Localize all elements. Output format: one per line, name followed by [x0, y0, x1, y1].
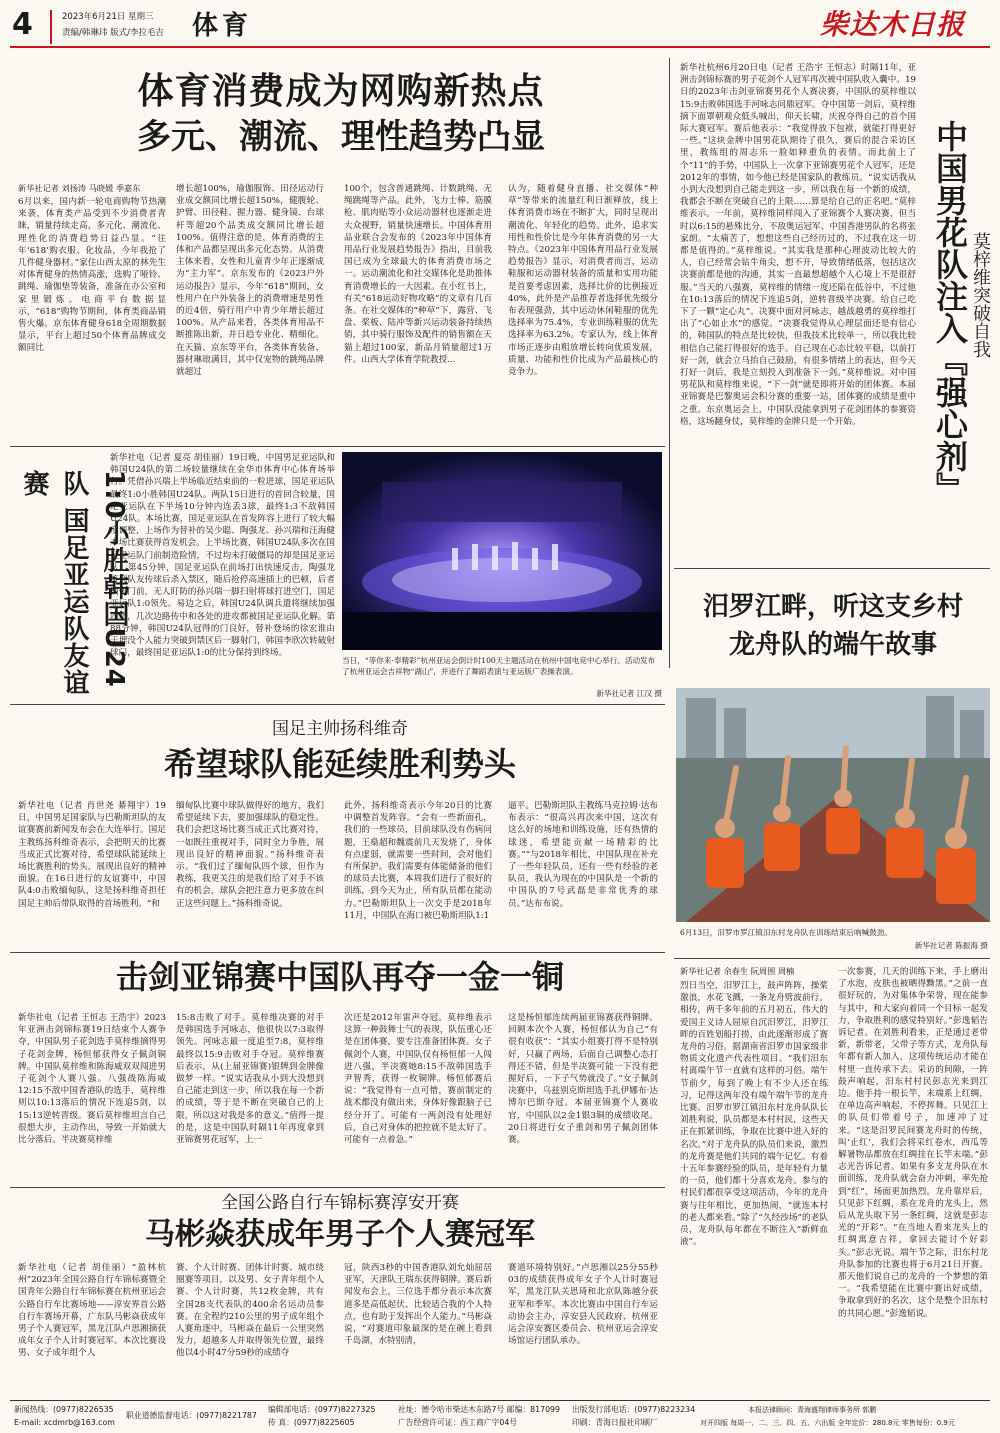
footer-legal: 本报法律顾问：青海盛翔律师事务所 郭鹏 [748, 1406, 877, 1414]
dragon-col-2: 一次参赛，几天的训练下来，手上磨出了水泡，皮肤也被晒得黝黑。”之前一直很好玩的，为对集体争荣誉，现在能参与其中，和大家向着同一个目标一起发力，争取胜利的感觉特别好。”彭逸韬告诉记者。在刘胜利看来，正是通过老带新，新带老，父带子等方式，龙舟队每年都有新人加入，这项传统运动才能在村里一直传承下去。采访的间隙，一阵鼓声响起，汨东村村民彭志光来到江边。他手持一根长竿，末端系上红绸，在单边高声响起，不停挥舞。只见江上的队员们带着号子，加速冲了过来。“这是汨罗民间赛龙舟时的传统，叫‘止红’，我们会将采红卷水，西瓜等解暑物品都放在红绸挂在长竿末端。”彭志光告诉记者。如果有多支龙舟队在水面训练，龙舟队就会奋力冲刺，率先抢到“红”，场面更加热烈。龙舟靠岸后，只见彭下红绸，系在龙舟的龙头上，然后从龙头取下另一条红绸，这就是彭志光的“开彩”。“在当地人看来龙头上的红绸寓意吉祥，拿回去能讨个好彩头。”彭志光说。端午节之际，汨东村龙舟队参加的比赛也将于6月21日开赛。那天他们说自己的龙舟的一个梦想的第一。“我希望能在比赛中赛出好成绩，争取拿到好的名次，这个是整个汨东村的共同心愿。”彭逸韬说。 [838, 967, 988, 1319]
dragon-col-1: 烈日当空，汨罗江上，鼓声阵阵，操桨激浪，水花飞溅，一条龙舟劈波前行。相传，两千多年前的五月初五，伟大的爱国主义诗人屈原自沉汨罗江，汨罗江畔的百姓划船打捞，由此逐渐形成了赛龙舟的习俗。据湖南省汨罗市国家级非物质文化遗产代表性项目。“我们汨东村离端午节一直就有这样的习俗。端午节前夕，每到了晚上有不少人还在练习，记得这两年没有端午端午节的龙舟比赛。汨罗市罗江镇汨东村龙舟队队长刘胜利说，队员都是本村村民，这些天正在抓紧训练，争取在比赛中进入好的名次。”对于龙舟队的队员们来说，激烈的龙舟赛是他们共同的端午记忆。有着十五年参赛经验的队员，是年轻有力量的一员，他们都十分喜欢龙舟。参与的村民们都很享受这项活动，今年的龙舟赛与往年相比，更加热闹，“就连本村的老人都来看。”除了“久经沙场”的老队员，龙舟队每年都在不断注入“新鲜血液”。 [680, 981, 828, 1248]
rule [10, 446, 665, 447]
dragon-photo-caption: 6月13日，汨罗市罗江镇汨东村龙舟队在训练结束后吶喊鼓劲。 [680, 928, 892, 937]
fencing-col-2: 15:8击败了对手。莫梓维决赛的对手是韩国选手河咏志，他很快以7:3取得领先。河咏志最一度追至7:8，莫梓维最终以15:9击败对手夺冠。莫梓维赛后表示，从(上届亚锦赛)银牌到金牌像做梦一样。“说实话我从小到大没想到自己能走到这一步，所以我在每一个新的成绩，等于是不断在突破自己的上限，所以这对我是多的意义。”值得一提的是，这是中国队时隔11年再度拿到亚锦赛男花冠军，上一 [176, 1013, 324, 1146]
football-body: 新华社电（记者 夏亮 胡佳丽）19日晚，中国男足亚运队和韩国U24队的第二场较量继续在金华市体育中心体育场举行。凭借孙兴瑞上半场临近结束前的一粒进球，国足亚运队最终1:0小胜韩国U24队。两队15日进行的首回合较量，国足亚运队在下半场10分钟内连丢3球，最终1:3不敌韩国U24队。本场比赛，国足亚运队在首发阵容上进行了较大幅度调整，上场作为替补的吴少聪、陶强龙、孙兴瑞和汪海健本场比赛获得首发机会。上半场比赛，韩国U24队多次在国足亚运队门前制造险情，不过均未打破僵局的却是国足亚运队。第45分钟，国足亚运队在前场打出快速反击，陶强龙接到队友传球后杀入禁区，随后抢停高速插上的巴顿，后者横传门前，无人盯防的孙兴瑞一脚扫射将球打进空门，国足亚运队1:0领先。易边之后，韩国U24队调兵遣将继续加强攻势，几次边路传中和各处的进攻都被国足亚运队化解。第88分钟，韩国U24队冠得的门良好，替补登场的徐宏谁由于埋没个人能力突破到禁区后一脚射门，韩国李欣次转破射球门，最终国足亚运队1:0的比分保持到终场。 [110, 453, 335, 659]
dragon-headline-2: 龙舟队的端午故事 [728, 630, 937, 660]
coach-col-2: 缅甸队比赛中球队做得好的地方，我们希望延续下去，要加强球队的稳定性。我们会把这场比赛当成正式比赛对待，一如既往重视对手，同时全力争胜，展现出良好的精神面貌。”扬科维奇表示。“我们过了缅甸队四个球，但作为教练，我更关注的是我们给了对手不该有的机会，球队会把注意力更多放在纠正这些问题上。”扬科维奇说。 [176, 801, 324, 909]
footer-rule [10, 1400, 990, 1401]
footer-printer: 印刷：青海日报社印刷厂 [572, 1418, 658, 1427]
fencing-feature-subtitle: 莫梓维突破自我 [970, 232, 991, 358]
cycling-col-4: 赛道环境特别好。”卢思湘以25分55秒03的成绩获得成年女子个人计时赛冠军，黑龙江队关思琦和北京队陈越分获亚军和季军。本次比赛由中国自行车运动协会主办，淳安县人民政府、杭州亚运会淳安赛区委员会、杭州亚运会淳安场馆运行团队承办。 [508, 1263, 658, 1347]
dragon-headline-1: 汨罗江畔，听这支乡村 [702, 592, 963, 622]
issue-date: 2023年6月21日 星期三 [62, 12, 154, 22]
footer-price: 对开四版 每周一、二、三、四、五、六出版 全年定价：280.8元 零售每份：0.9元 [700, 1419, 955, 1427]
rule [10, 704, 665, 705]
coach-col-1: 新华社电（记者 肖世尧 綦翔宇）19日，中国男足国家队与巴勒斯坦队的友谊赛赛前新闻发布会在大连举行。国足主教练扬科维奇表示，会把明天的比赛当成正式比赛对待，希望球队能延续上场比赛胜利的势头，展现出良好的精神面貌。在16日进行的友谊赛中，中国队4:0击败缅甸队，这是扬科维奇担任国足主帅后带队取得的首场胜利。“和 [18, 801, 166, 909]
rule [10, 952, 665, 953]
editor-credit: 责编/韩琳玮 版式/李拉毛吉 [62, 28, 164, 38]
footer-ad-license: 广告经营许可证：西工商广字04号 [398, 1418, 518, 1427]
stage-photo [342, 452, 662, 650]
masthead-logo: 柴达木日报 [820, 8, 966, 41]
fencing-col-1: 新华社电（记者 王恒志 王浩宇）2023年亚洲击剑锦标赛19日结束个人赛争夺，中国队男子花剑选手莫梓维摘得男子花剑金牌，杨恒郁获得女子佩剑铜牌。中国队莫梓维和陈海威双双闯进男子花剑个人赛八强。八强战陈海威12:15不敌中国香港队的选手，莫梓维则以10:13落后的情况下连追5剑，以15:13逆转晋级。赛后莫梓维坦言自己很想大步，主动作出，导致一开始就大比分落后。半决赛莫梓维 [18, 1013, 166, 1146]
dragon-photo-credit: 新华社记者 陈振海 摄 [914, 941, 988, 950]
cycling-headline: 马彬焱获成年男子个人赛冠军 [145, 1217, 535, 1252]
stage-photo-art [342, 452, 662, 650]
dragon-boat-photo [676, 688, 990, 922]
lead-col-3: 100个，包含普通跳绳、计数跳绳、无绳跳绳等产品。此外，飞力士棒、筋膜枪、肌肉贴等小众运动器材也逐渐走进大众视野，销量快速增长。中国体育用品业联合会发布的《2023年中国体育用品行业发展趋势报告》指出，目前我国已成为全球最大的体育消费市场之一。运动潮流化和社交媒体化是助推体育消费增长的一大因素。在小红书上，有关“618运动好物攻略”的文章有几百条。在社交媒体的“种草”下，露营、飞盘、桨板、陆冲等新兴运动装备持续热销，其中骑行服饰及配件的销售额在天猫上超过100家，新品月销量超过1万件。山西大学体育学院教授... [344, 184, 492, 365]
rule [674, 568, 990, 569]
footer-ethics-phone: 职业道德监督电话：(0977)8221787 [126, 1411, 257, 1420]
rule [674, 958, 990, 959]
page-number: 4 [12, 7, 33, 42]
lead-col-1: 6月以来，国内新一轮电商购物节热潮来袭，体育类产品受到不少消费者青睐，销量持续走高，多元化、潮流化、理性化的消费趋势日益凸显。“往年‘618’购衣服、化妆品，今年我抢了几件健身器材。”家住山西太原的林先生对体育健身的热情高涨，选购了哑铃、跳绳、瑜伽垫等装备，准备在办公室和家里锻炼。电商平台数据显示，“618”购物节期间，体育类商品销售火爆。京东体育健身618全周期数据显示，平台上超过50个体育品牌成交额同比 [18, 197, 166, 354]
stage-photo-caption: 当日，“等你来·奉精彩”杭州亚运会倒计时100天主题活动在杭州中国电竞中心举行。活动发布了杭州亚运会吉祥物“湖山”，并进行了舞蹈表演与亚运版广表操表演。 [342, 656, 656, 676]
cycling-kicker: 全国公路自行车锦标赛淳安开赛 [221, 1193, 459, 1213]
header-divider [50, 10, 52, 44]
coach-col-4: 逼平。巴勒斯坦队主教练马克拉姆·达布布表示：“很高兴再次来中国，这次有这么好的场地和训练设施，还有热情的球迷，希望能贡献一场精彩的比赛。”“与2018年相比，中国队现在补充了一些年轻队员，还有一些有经验的老队员，我认为现在的中国队是一个新的中国队的7号武磊是非常优秀的球员。”达布布说。 [508, 801, 658, 909]
stage-photo-credit: 新华社记者 江汉 摄 [596, 689, 662, 698]
lead-byline: 新华社记者 刘扬涛 马晓媛 季嘉东 [18, 183, 141, 193]
lead-headline-1: 体育消费成为网购新热点 [137, 71, 545, 112]
cycling-col-2: 赛、个人计时赛、团体计时赛、城市绕圈赛等项目，以及男、女子青年组个人赛、个人计时赛，共12枚金牌，共有全国28支代表队的400余名运动员参赛。在全程约210公里的男子成年组个人赛角逐中，马彬焱在最后一公里突然发力，超越多人并取得领先位置，最终他以4小时47分59秒的成绩夺 [176, 1263, 324, 1359]
cycling-col-3: 冠，陕西3秒的中国香港队刘允灿屈居亚军，天津队王瑞东获得铜牌。赛后新闻发布会上，三位选手都分表示本次赛道多是高低起伏、比较适合我的个人特点，也有助于发挥出个人能力。”马彬焱说，“对赛道印象最深的是在碗上看到千岛湖，水特别清， [344, 1263, 492, 1347]
footer-fax: 传 真：(0977)8225605 [268, 1418, 355, 1427]
fencing-col-3: 次还是2012年雷声夺冠。莫梓维表示这算一种鼓舞士气的表现，队伍重心还是在团体赛，要专注准备团体赛。女子佩剑个人赛，中国队仅有杨恒郁一人闯进八强，半决赛她8:15不敌韩国选手尹智秀，获得一枚铜牌。杨恒郁赛后说：“我觉得有一点可惜，赛前制定的战术都没有做出来，身体好像跟脑子已经分开了。可能有一两剑没有处理好后，自己对身体的把控就不是太好了。可能有一点着急。” [344, 1013, 492, 1146]
rule [10, 1187, 665, 1188]
footer-hotline: 新闻热线：(0977)8226535 [14, 1405, 114, 1414]
footer-email: E-mail: xcdmrb@163.com [14, 1418, 115, 1427]
section-title: 体育 [192, 11, 253, 41]
fencing-feature-body: 新华社杭州6月20日电（记者 王浩宇 王恒志）时隔11年，亚洲击剑锦标赛的男子花剑个人冠军再次被中国队收入囊中。19日的2023年击剑亚锦赛男花个人赛决赛，中国队的莫梓维以15:9击败韩国选手河咏志问鼎冠军。夺中国第一剑后，莫梓维摘下面罩朝观众低头喊出，仰天长啸，庆祝夺得自己的首个国际大赛冠军。赛后他表示：“我觉得放下包袱，就能打得更好一些。”这块金牌中国男花队期待了很久，赛后的混合采访区里，教练组的周志乐一脸如释重负的表情。而此前上了个“11”的手势，中国队上一次拿下亚锦赛男花个人冠军，还是2012年的事情，如今他已经是国家队的教练员。“说实话我从小到大没想到自己能走到这一步，所以我在每一个新的成绩，我都会不断在突破自己的上限……算是给自己的正名吧。”莫梓维表示。一年前，莫梓维同样闯入了亚锦赛个人赛决赛，但当时以6:15的悬殊比分，不敌奥运冠军、中国香港男队的名将张家朗。“太痛苦了，想想这些自己经历过的，不过我在这一切都是值得的。”莫梓维说。“其实我是那种心理波动比较大的人，自己经常会钻牛角尖，想不开，导致情绪低落，包括这次决赛前都是他的沟通，其实一直最想超越个人心境上不是很舒服。”当天的八强赛，莫梓维的情绪一度还陷在低谷中，不过他在10:13落后的情况下连追5剑，逆转晋级半决赛。给自己吃下了一颗“定心丸”。决赛中面对河咏志，越战越勇的莫梓维打出了“心如止水”的感觉。“决赛我觉得从心理层面还是有信心的，韩国队的特点是比较快，但我技术比较单一，所以我比较相信自己能打得很好的选手。自己现在心态比较平稳，以前打好一剑，就会立马抬自己鼓励，有很多情绪上的表达，但今天打好一剑后，我是立刻投入到准备下一剑。”莫梓维说。对中国男花队和莫梓维来说，“下一剑”就是即将开始的团体赛。本届亚锦赛是巴黎奥运会积分赛的重要一站，团体赛的成绩是重中之重。东京奥运会上，中国队没能拿到男子花剑团体的参赛资格，这场翻身仗，莫梓维的金牌只是一个开始。 [680, 63, 916, 427]
fencing-headline: 击剑亚锦赛中国队再夺一金一铜 [115, 958, 564, 996]
footer-address: 社址：德令哈市柴达木东路7号 邮编：817099 [398, 1405, 560, 1414]
lead-headline-2: 多元、潮流、理性趋势凸显 [137, 117, 545, 157]
cycling-col-1: 新华社电（记者 胡佳丽）“盈林杭州”2023年全国公路自行车锦标赛暨全国青年公路自行车锦标赛在杭州亚运会公路自行车比赛场地——淳安界首公路自行车赛场开幕，广东队马彬焱获成年男子个人赛冠军，黑龙江队卢思湘摘获成年女子个人计时赛冠军。本次比赛设男、女子成年组个人 [18, 1263, 166, 1359]
lead-col-2: 增长超100%，瑜伽服饰、田径运动行业成交额同比增长超150%，健腹轮、护臂、田径鞋、握力器、健身镜、台球杆等超20个品类成交额同比增长超100%。值得注意的是，体育消费的主体和产品都呈现出多元化态势。从消费主体来看，女性和儿童青少年正逐渐成为“主力军”。京东发布的《2023户外运动报告》显示，今年“618”期间，女性用户在户外装备上的消费增速是男性的近4倍，骑行用户中青少年增长超过100%。从产品来看，各类体育用品不断推陈出新，并日趋专业化、精细化。在天猫、京东等平台，各类体育装备、器材琳琅满目，其中仅宠物的跳绳品牌就超过 [176, 184, 324, 378]
footer-editorial-phone: 编辑部电话：(0977)8227325 [268, 1405, 376, 1414]
footer-distribution: 出版发行部电话：(0977)8223234 [572, 1405, 696, 1414]
coach-kicker: 国足主帅扬科维奇 [272, 719, 408, 739]
dragon-byline: 新华社记者 余春生 阮周围 周楠 [680, 966, 795, 976]
fencing-col-4: 这是杨恒郁连续两届亚锦赛获得铜牌。回顾本次个人赛，杨恒郁认为自己“有很有收获”：“其实小组赛打得不是特别好，只赢了两场，后面自己调整心态打得还不错，但是半决赛可能一下没有把握好后，一下子气势就没了。”女子佩剑决赛中，乌兹别克斯坦选手扎伊娜布·达博尔巴斯夺冠。本届亚锦赛个人赛收官，中国队以2金1银3铜的成绩收尾。20日将进行女子重剑和男子佩剑团体赛。 [508, 1013, 658, 1146]
dragon-boat-photo-art [676, 688, 990, 922]
header-rule [10, 46, 990, 48]
fencing-feature-title: 中国男花队注入『强心剂』 [931, 120, 969, 504]
rule [669, 58, 670, 668]
lead-col-4: 认为，随着健身直播、社交媒体“种草”等带来的流量红利日渐释放，线上体育消费市场在不断扩大，同时呈现出潮流化、年轻化的趋势。此外，追求实用性和性价比是今年体育消费的另一大特点。《2023年中国体育用品行业发展趋势报告》显示，对消费者而言，运动鞋服和运动器材装备的质量和实用功能是首要考虑因素，选择比价的比例接近40%，此外是产品推荐者选择优先级分布表现强劲，其中运动休闲鞋服的优先选择率为75.4%，专业训练鞋服的优先选择率为63.2%。专家认为，线上体育市场正逐步由粗放增长转向优质发展，质量、功能和性价比成为产品最核心的竞争力。 [508, 184, 658, 378]
football-headline: 1:0小胜韩国U24队 国足亚运队友谊赛 [19, 470, 129, 697]
coach-col-3: 此外，扬科维奇表示今年20日的比赛中调整首发阵容。“会有一些新面孔，我们的一些球员，目前球队没有伤病问题，王燊超和魏震前几天发烧了，身体有点虚弱，就需要一些时间，会对他们有所保护。我们需要有体能储备的他们的球员去比赛，本周我们进行了很好的训练，到今天为止，所有队员都在能动力。”巴勒斯坦队上一次交手是2018年11月，中国队在海口被巴勒斯坦队1:1 [344, 801, 492, 921]
coach-headline: 希望球队能延续胜利势头 [163, 745, 516, 783]
